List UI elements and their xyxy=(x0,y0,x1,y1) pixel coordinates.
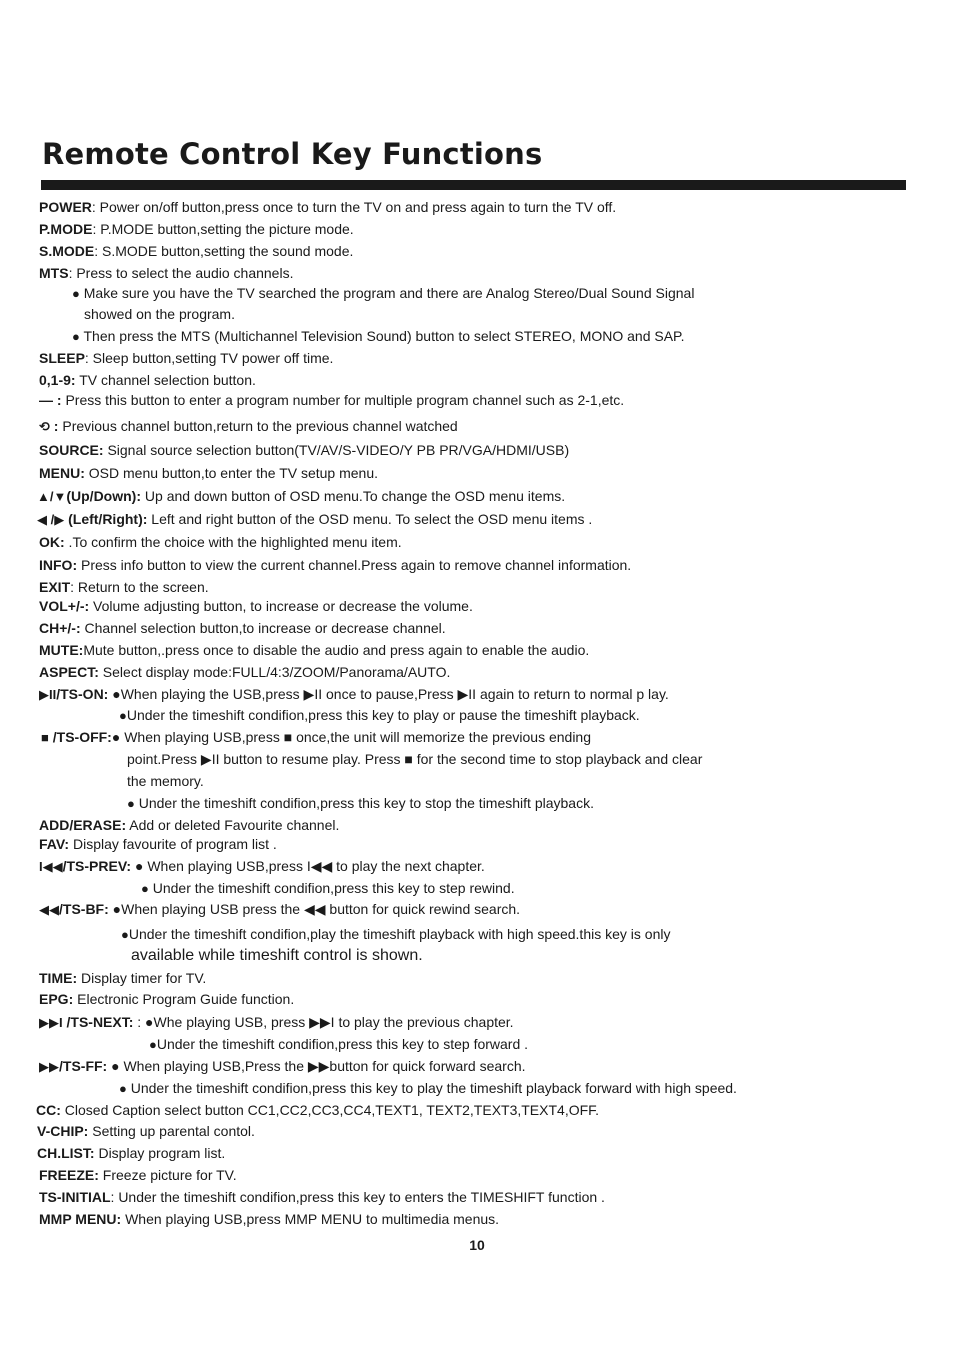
key-function-line xyxy=(39,578,209,596)
key-function-line xyxy=(39,990,294,1008)
key-description: Channel selection button,to increase or decrease channel. xyxy=(80,620,446,636)
key-description: TV channel selection button. xyxy=(75,372,256,388)
key-function-line xyxy=(127,750,702,768)
key-function-line xyxy=(39,1210,499,1228)
button-symbol-icon: ⟲ xyxy=(39,419,50,434)
title-rule xyxy=(41,180,906,190)
button-symbol-icon: ● xyxy=(121,927,129,942)
key-name: TS-INITIAL xyxy=(39,1189,111,1205)
key-function-line xyxy=(39,685,669,704)
key-description: Under the timeshift condifion,press this key to play the timeshift playback forward with high speed. xyxy=(126,1080,737,1096)
key-name: MENU: xyxy=(39,465,85,481)
key-name: MUTE: xyxy=(39,642,84,658)
key-function-line xyxy=(39,533,402,551)
button-symbol-icon: ◀◀ xyxy=(39,902,59,917)
button-symbol-icon: ● xyxy=(119,708,127,723)
key-name: /TS-OFF: xyxy=(48,729,112,745)
key-description: OSD menu button,to enter the TV setup menu. xyxy=(84,465,379,481)
key-name: OK: xyxy=(39,534,65,550)
button-symbol-icon: ◀ /▶ xyxy=(37,512,65,527)
key-description: Add or deleted Favourite channel. xyxy=(126,817,340,833)
button-symbol-icon: ● xyxy=(127,796,135,811)
key-description: Volume adjusting button, to increase or decrease the volume. xyxy=(89,598,473,614)
key-function-line xyxy=(39,969,206,987)
key-name: FAV: xyxy=(39,836,70,852)
key-function-line xyxy=(39,900,520,919)
button-symbol-icon: ▲/▼ xyxy=(37,489,67,504)
key-description: Left and right button of the OSD menu. To select the OSD menu items . xyxy=(147,511,593,527)
key-function-line xyxy=(131,947,423,965)
key-description: : S.MODE button,setting the sound mode. xyxy=(94,243,354,259)
key-function-line xyxy=(39,597,473,615)
key-name: SOURCE: xyxy=(39,442,104,458)
key-name: CH.LIST: xyxy=(37,1145,95,1161)
key-description: point.Press ▶II button to resume play. Press ■ for the second time to stop playback and clear xyxy=(127,751,703,767)
key-name: V-CHIP: xyxy=(37,1123,89,1139)
key-function-line xyxy=(72,327,684,346)
key-function-line xyxy=(39,371,256,389)
key-function-line xyxy=(37,1122,255,1140)
key-description: ● When playing USB,press ■ once,the unit will memorize the previous ending xyxy=(111,729,592,745)
button-symbol-icon: ● xyxy=(149,1037,157,1052)
key-name: CC: xyxy=(36,1102,61,1118)
key-description: When playing USB,press MMP MENU to multimedia menus. xyxy=(121,1211,500,1227)
key-name: ASPECT: xyxy=(39,664,99,680)
key-description: available while timeshift control is shown. xyxy=(131,947,423,964)
key-function-line xyxy=(39,464,378,482)
key-function-line xyxy=(37,510,592,529)
button-symbol-icon: ● xyxy=(119,1081,127,1096)
key-description: Signal source selection button(TV/AV/S-VIDEO/Y PB PR/VGA/HDMI/USB) xyxy=(103,442,570,458)
key-description: showed on the program. xyxy=(84,306,235,322)
key-description: Press this button to enter a program number for multiple program channel such as 2-1,etc. xyxy=(61,392,625,408)
key-description: : P.MODE button,setting the picture mode. xyxy=(92,221,354,237)
key-description: : Under the timeshift condifion,press this key to enters the TIMESHIFT function . xyxy=(110,1189,605,1205)
key-name: /TS-PREV: xyxy=(62,858,132,874)
key-description: Display favourite of program list . xyxy=(69,836,277,852)
key-function-line xyxy=(41,728,591,747)
key-name: 0,1-9: xyxy=(39,372,76,388)
key-description: : Power on/off button,press once to turn the TV on and press again to turn the TV off. xyxy=(91,199,617,215)
key-description: Then press the MTS (Multichannel Television Sound) button to select STEREO, MONO and SAP. xyxy=(79,328,685,344)
key-function-line xyxy=(39,220,354,238)
key-function-line xyxy=(39,391,624,409)
button-symbol-icon: ● xyxy=(72,329,80,344)
page-title: Remote Control Key Functions xyxy=(42,137,543,171)
key-function-line xyxy=(149,1035,528,1054)
key-function-line xyxy=(39,417,458,436)
key-function-line xyxy=(121,925,670,944)
key-description: the memory. xyxy=(127,773,204,789)
key-function-line xyxy=(39,349,333,367)
key-description: Make sure you have the TV searched the program and there are Analog Stereo/Dual Sound Signal xyxy=(79,285,695,301)
key-name: ADD/ERASE: xyxy=(39,817,127,833)
key-description: ● When playing USB,Press the ▶▶button for quick forward search. xyxy=(107,1058,526,1074)
key-description: Freeze picture for TV. xyxy=(98,1167,237,1183)
button-symbol-icon: ▶▶I xyxy=(39,1015,63,1030)
key-name: TIME: xyxy=(39,970,78,986)
key-description: Press info button to view the current channel.Press again to remove channel information. xyxy=(77,557,632,573)
key-description: Closed Caption select button CC1,CC2,CC3,CC4,TEXT1, TEXT2,TEXT3,TEXT4,OFF. xyxy=(60,1102,600,1118)
key-function-line xyxy=(39,1013,514,1032)
key-description: Electronic Program Guide function. xyxy=(73,991,295,1007)
key-name: INFO: xyxy=(39,557,78,573)
key-function-line xyxy=(39,816,339,834)
button-symbol-icon: ● xyxy=(141,881,149,896)
key-function-line xyxy=(127,794,594,813)
key-function-line xyxy=(119,706,640,725)
key-description: Up and down button of OSD menu.To change the OSD menu items. xyxy=(141,488,566,504)
key-name: S.MODE xyxy=(39,243,95,259)
key-function-line xyxy=(36,1101,599,1119)
key-description: Mute button,.press once to disable the audio and press again to enable the audio. xyxy=(83,642,590,658)
page-number: 10 xyxy=(469,1237,485,1253)
key-description: Display timer for TV. xyxy=(77,970,207,986)
key-description: Under the timeshift condifion,press this key to step rewind. xyxy=(148,880,515,896)
key-name: /TS-ON: xyxy=(56,686,109,702)
key-function-line xyxy=(39,1057,526,1076)
key-function-line xyxy=(39,556,631,574)
key-description: ●When playing USB press the ◀◀ button for quick rewind search. xyxy=(108,901,521,917)
key-function-line xyxy=(84,305,235,323)
key-description: ●When playing the USB,press ▶II once to pause,Press ▶II again to return to normal p lay. xyxy=(108,686,669,702)
key-name: EXIT xyxy=(39,579,71,595)
button-symbol-icon: ● xyxy=(72,286,80,301)
key-name: SLEEP xyxy=(39,350,85,366)
key-function-line xyxy=(39,641,589,659)
key-name: : xyxy=(49,418,59,434)
key-description: Under the timeshift condifion,press this key to play or pause the timeshift playback. xyxy=(126,707,640,723)
key-description: Previous channel button,return to the previous channel watched xyxy=(58,418,458,434)
key-description: : ●Whe playing USB, press ▶▶I to play the previous chapter. xyxy=(133,1014,514,1030)
key-description: Under the timeshift condifion,press this key to step forward . xyxy=(156,1036,529,1052)
button-symbol-icon: ▶II xyxy=(39,687,57,702)
key-name: — : xyxy=(39,392,62,408)
key-description: Under the timeshift condifion,play the timeshift playback with high speed.this key is only xyxy=(128,926,671,942)
key-description: ● When playing USB,press I◀◀ to play the next chapter. xyxy=(131,858,485,874)
key-function-line xyxy=(39,619,446,637)
key-name: MTS xyxy=(39,265,69,281)
key-function-line xyxy=(39,264,293,282)
key-name: POWER xyxy=(39,199,92,215)
key-name: /TS-FF: xyxy=(59,1058,108,1074)
key-description: Under the timeshift condifion,press this key to stop the timeshift playback. xyxy=(134,795,594,811)
key-name: /TS-BF: xyxy=(59,901,109,917)
key-name: FREEZE: xyxy=(39,1167,99,1183)
key-function-line xyxy=(127,772,204,790)
key-description: : Sleep button,setting TV power off time. xyxy=(84,350,334,366)
key-function-line xyxy=(39,835,277,853)
key-description: Display program list. xyxy=(94,1145,226,1161)
key-function-line xyxy=(39,857,485,876)
key-function-line xyxy=(37,487,565,506)
key-name: /TS-NEXT: xyxy=(62,1014,134,1030)
key-description: : Press to select the audio channels. xyxy=(68,265,294,281)
key-description: Select display mode:FULL/4:3/ZOOM/Panorama/AUTO. xyxy=(98,664,451,680)
key-name: MMP MENU: xyxy=(39,1211,122,1227)
key-function-line xyxy=(39,198,616,216)
key-name: P.MODE xyxy=(39,221,93,237)
key-function-line xyxy=(119,1079,737,1098)
key-description: .To confirm the choice with the highlighted menu item. xyxy=(64,534,402,550)
key-function-line xyxy=(141,879,515,898)
key-description: : Return to the screen. xyxy=(70,579,209,595)
key-function-line xyxy=(72,284,694,303)
key-name: CH+/-: xyxy=(39,620,81,636)
key-function-line xyxy=(39,663,450,681)
key-function-line xyxy=(39,1188,605,1206)
key-function-line xyxy=(39,441,569,459)
key-name: VOL+/-: xyxy=(39,598,90,614)
button-symbol-icon: I◀◀ xyxy=(39,859,63,874)
key-function-line xyxy=(37,1144,225,1162)
button-symbol-icon: ■ xyxy=(41,730,49,745)
key-name: EPG: xyxy=(39,991,74,1007)
key-description: Setting up parental contol. xyxy=(88,1123,255,1139)
key-function-line xyxy=(39,242,353,260)
key-name: (Up/Down): xyxy=(66,488,142,504)
button-symbol-icon: ▶▶ xyxy=(39,1059,59,1074)
key-function-line xyxy=(39,1166,237,1184)
key-name: (Left/Right): xyxy=(64,511,148,527)
